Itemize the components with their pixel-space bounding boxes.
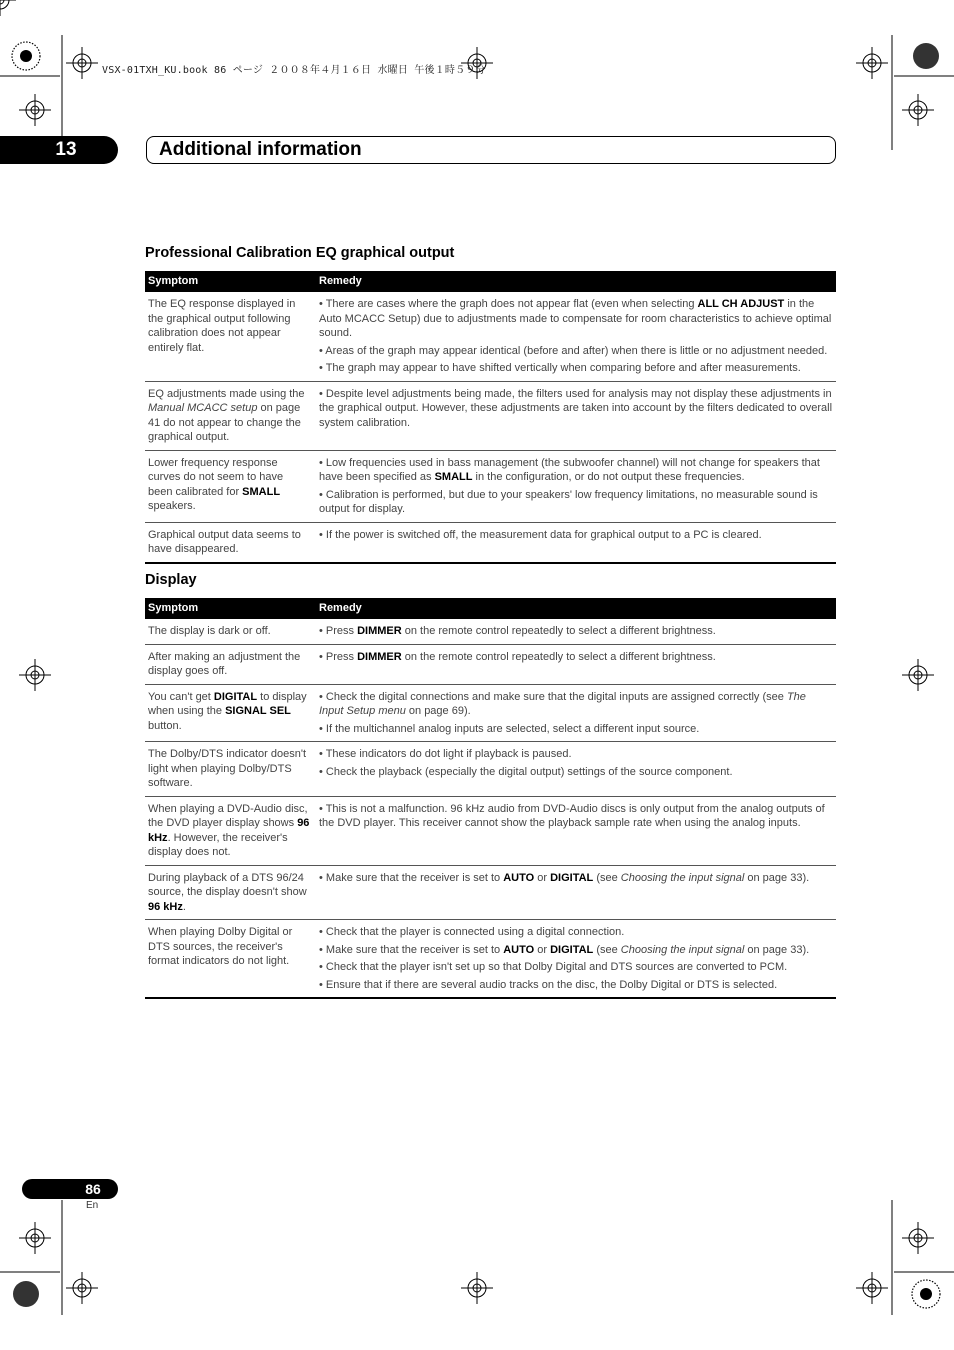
table-row bbox=[145, 742, 836, 797]
table-row bbox=[145, 619, 836, 644]
bold-term: SMALL bbox=[434, 471, 473, 483]
remedy-cell bbox=[316, 292, 836, 381]
text-run: (see bbox=[593, 943, 621, 956]
text-run: . However, the receiver's display does not. bbox=[148, 831, 288, 858]
text-run: When playing Dolby Digital or DTS sources, the receiver's format indicators do not light. bbox=[148, 926, 293, 967]
table-row bbox=[145, 920, 836, 999]
text-run: on the remote control repeatedly to select a different brightness. bbox=[401, 650, 716, 663]
remedy-item bbox=[319, 528, 833, 543]
remedy-column-header: Remedy bbox=[316, 271, 836, 292]
text-run: During playback of a DTS 96/24 source, the display doesn't show bbox=[148, 871, 307, 898]
bold-term: DIMMER bbox=[357, 625, 402, 637]
text-run: • Despite level adjustments being made, the filters used for analysis may not display these adjustments in the graphical output. However, these adjustments are taken into account by the filters dedicated to overall system calibration. bbox=[319, 387, 833, 429]
text-run: • The graph may appear to have shifted vertically when comparing before and after measurements. bbox=[319, 362, 801, 374]
calibration-eq-table bbox=[145, 271, 836, 564]
text-run: on page 33). bbox=[744, 871, 810, 884]
display-table bbox=[145, 598, 836, 999]
text-run: speakers. bbox=[148, 500, 196, 512]
bold-term: ALL CH ADJUST bbox=[697, 298, 785, 310]
bold-term: SIGNAL SEL bbox=[225, 705, 291, 717]
remedy-cell bbox=[316, 865, 836, 920]
section-title-display: Display bbox=[145, 572, 197, 588]
text-run: The display is dark or off. bbox=[148, 625, 271, 637]
remedy-item bbox=[319, 722, 833, 737]
remedy-column-header: Remedy bbox=[316, 598, 836, 619]
text-run: • Low frequencies used in bass management (the subwoofer channel) will not change for speakers that have been specified as bbox=[319, 456, 820, 483]
text-run: • Make sure that the receiver is set to bbox=[319, 943, 504, 956]
remedy-cell bbox=[316, 522, 836, 563]
text-run: • Calibration is performed, but due to your speakers' low frequency limitations, no measurable sound is output for display. bbox=[319, 488, 818, 515]
remedy-item bbox=[319, 978, 833, 993]
text-run: • Press bbox=[319, 650, 358, 663]
chapter-title: Additional information bbox=[146, 136, 836, 164]
text-run: • Press bbox=[319, 625, 358, 637]
text-run: on page 41 do not appear to change the graphical output. bbox=[148, 402, 301, 443]
italic-reference: Choosing the input signal bbox=[620, 871, 745, 884]
text-run: • These indicators do dot light if playback is paused. bbox=[319, 748, 572, 760]
symptom-cell bbox=[145, 920, 316, 999]
text-run: • Ensure that if there are several audio tracks on the disc, the Dolby Digital or DTS is selected. bbox=[319, 978, 778, 991]
remedy-cell bbox=[316, 619, 836, 644]
symptom-cell bbox=[145, 684, 316, 742]
symptom-column-header: Symptom bbox=[145, 598, 316, 619]
remedy-item bbox=[319, 456, 833, 485]
text-run: in the configuration, or do not output these frequencies. bbox=[472, 471, 745, 483]
text-run: Lower frequency response curves do not seem to have been calibrated for bbox=[148, 456, 284, 498]
remedy-item bbox=[319, 624, 833, 639]
remedy-cell bbox=[316, 920, 836, 999]
remedy-item bbox=[319, 488, 833, 517]
text-run: or bbox=[534, 943, 551, 956]
remedy-cell bbox=[316, 450, 836, 522]
page-number-badge bbox=[22, 1179, 118, 1199]
chapter-number-badge bbox=[0, 136, 118, 164]
remedy-cell bbox=[316, 381, 836, 450]
table-header-row bbox=[145, 598, 836, 619]
bold-term: DIGITAL bbox=[213, 690, 258, 703]
symptom-cell bbox=[145, 796, 316, 865]
remedy-item bbox=[319, 361, 833, 376]
section-title-calibration-eq: Professional Calibration EQ graphical output bbox=[145, 245, 455, 261]
bold-term: AUTO bbox=[503, 871, 535, 884]
text-run: in the Auto MCACC Setup) due to adjustments made to compensate for room characteristics to achieve optimal sound. bbox=[319, 298, 832, 339]
symptom-cell bbox=[145, 292, 316, 381]
symptom-cell bbox=[145, 381, 316, 450]
text-run: on the remote control repeatedly to select a different brightness. bbox=[401, 625, 716, 637]
text-run: • This is not a malfunction. 96 kHz audio from DVD-Audio discs is only output from the analog outputs of the DVD player. This receiver cannot show the playback sample rate when using the analog inputs. bbox=[319, 802, 825, 829]
table-row bbox=[145, 684, 836, 742]
remedy-item bbox=[319, 960, 833, 975]
text-run: Graphical output data seems to have disappeared. bbox=[148, 528, 301, 555]
bold-term: DIMMER bbox=[357, 650, 402, 663]
remedy-cell bbox=[316, 684, 836, 742]
bold-term: DIGITAL bbox=[550, 943, 594, 956]
text-run: (see bbox=[593, 871, 621, 884]
symptom-cell bbox=[145, 522, 316, 563]
remedy-item bbox=[319, 802, 833, 831]
symptom-cell bbox=[145, 450, 316, 522]
remedy-item bbox=[319, 650, 833, 665]
text-run: on page 69). bbox=[405, 705, 471, 717]
remedy-item bbox=[319, 297, 833, 341]
text-run: or bbox=[534, 871, 551, 884]
bold-term: AUTO bbox=[503, 943, 535, 956]
display-table-body bbox=[145, 619, 836, 998]
text-run: • If the multichannel analog inputs are selected, select a different input source. bbox=[319, 722, 700, 735]
table-row bbox=[145, 292, 836, 381]
text-run: When playing a DVD-Audio disc, the DVD player display shows bbox=[148, 802, 308, 829]
calibration-eq-table-body bbox=[145, 292, 836, 563]
text-run: The Dolby/DTS indicator doesn't light when playing Dolby/DTS software. bbox=[148, 748, 307, 789]
table-header-row bbox=[145, 271, 836, 292]
symptom-column-header: Symptom bbox=[145, 271, 316, 292]
remedy-item bbox=[319, 747, 833, 762]
bold-term: 96 kHz bbox=[148, 817, 310, 844]
remedy-cell bbox=[316, 742, 836, 797]
bold-term: DIGITAL bbox=[550, 871, 594, 884]
table-row bbox=[145, 644, 836, 684]
table-row bbox=[145, 865, 836, 920]
table-row bbox=[145, 381, 836, 450]
text-run: button. bbox=[148, 719, 182, 732]
remedy-item bbox=[319, 344, 833, 359]
bold-term: SMALL bbox=[242, 485, 281, 498]
remedy-item bbox=[319, 925, 833, 940]
symptom-cell bbox=[145, 644, 316, 684]
remedy-item bbox=[319, 690, 833, 719]
text-run: to display when using the bbox=[148, 690, 307, 717]
text-run: • Check that the player is connected using a digital connection. bbox=[319, 926, 625, 938]
remedy-item bbox=[319, 943, 833, 958]
bold-term: 96 kHz bbox=[148, 900, 183, 913]
symptom-cell bbox=[145, 619, 316, 644]
text-run: • Check that the player isn't set up so that Dolby Digital and DTS sources are converted to PCM. bbox=[319, 961, 788, 973]
remedy-item bbox=[319, 387, 833, 431]
italic-reference: The Input Setup menu bbox=[319, 690, 806, 717]
table-row bbox=[145, 522, 836, 563]
symptom-cell bbox=[145, 742, 316, 797]
text-run: • There are cases where the graph does not appear flat (even when selecting bbox=[319, 298, 698, 310]
chapter-number: 13 bbox=[55, 139, 77, 160]
print-header-line: VSX-01TXH_KU.book 86 ページ ２００８年４月１６日 水曜日 午後１時５９分 bbox=[102, 65, 486, 76]
remedy-item bbox=[319, 871, 833, 886]
text-run: You can't get bbox=[148, 690, 214, 703]
text-run: • If the power is switched off, the measurement data for graphical output to a PC is cleared. bbox=[319, 528, 762, 541]
italic-reference: Choosing the input signal bbox=[620, 943, 745, 956]
text-run: • Make sure that the receiver is set to bbox=[319, 871, 504, 884]
text-run: The EQ response displayed in the graphical output following calibration does not appear entirely flat. bbox=[148, 298, 296, 354]
remedy-cell bbox=[316, 644, 836, 684]
table-row bbox=[145, 796, 836, 865]
text-run: • Areas of the graph may appear identical (before and after) when there is little or no adjustment needed. bbox=[319, 344, 828, 357]
text-run: on page 33). bbox=[744, 943, 810, 956]
symptom-cell bbox=[145, 865, 316, 920]
text-run: EQ adjustments made using the bbox=[148, 387, 305, 400]
text-run: • Check the playback (especially the digital output) settings of the source component. bbox=[319, 765, 733, 778]
text-run: . bbox=[182, 900, 186, 913]
remedy-cell bbox=[316, 796, 836, 865]
language-code: En bbox=[86, 1200, 99, 1211]
italic-reference: Manual MCACC setup bbox=[148, 402, 258, 414]
remedy-item bbox=[319, 765, 833, 780]
text-run: After making an adjustment the display goes off. bbox=[148, 650, 301, 677]
table-row bbox=[145, 450, 836, 522]
text-run: • Check the digital connections and make sure that the digital inputs are assigned correctly (see bbox=[319, 690, 787, 703]
page-number: 86 bbox=[85, 1181, 101, 1197]
